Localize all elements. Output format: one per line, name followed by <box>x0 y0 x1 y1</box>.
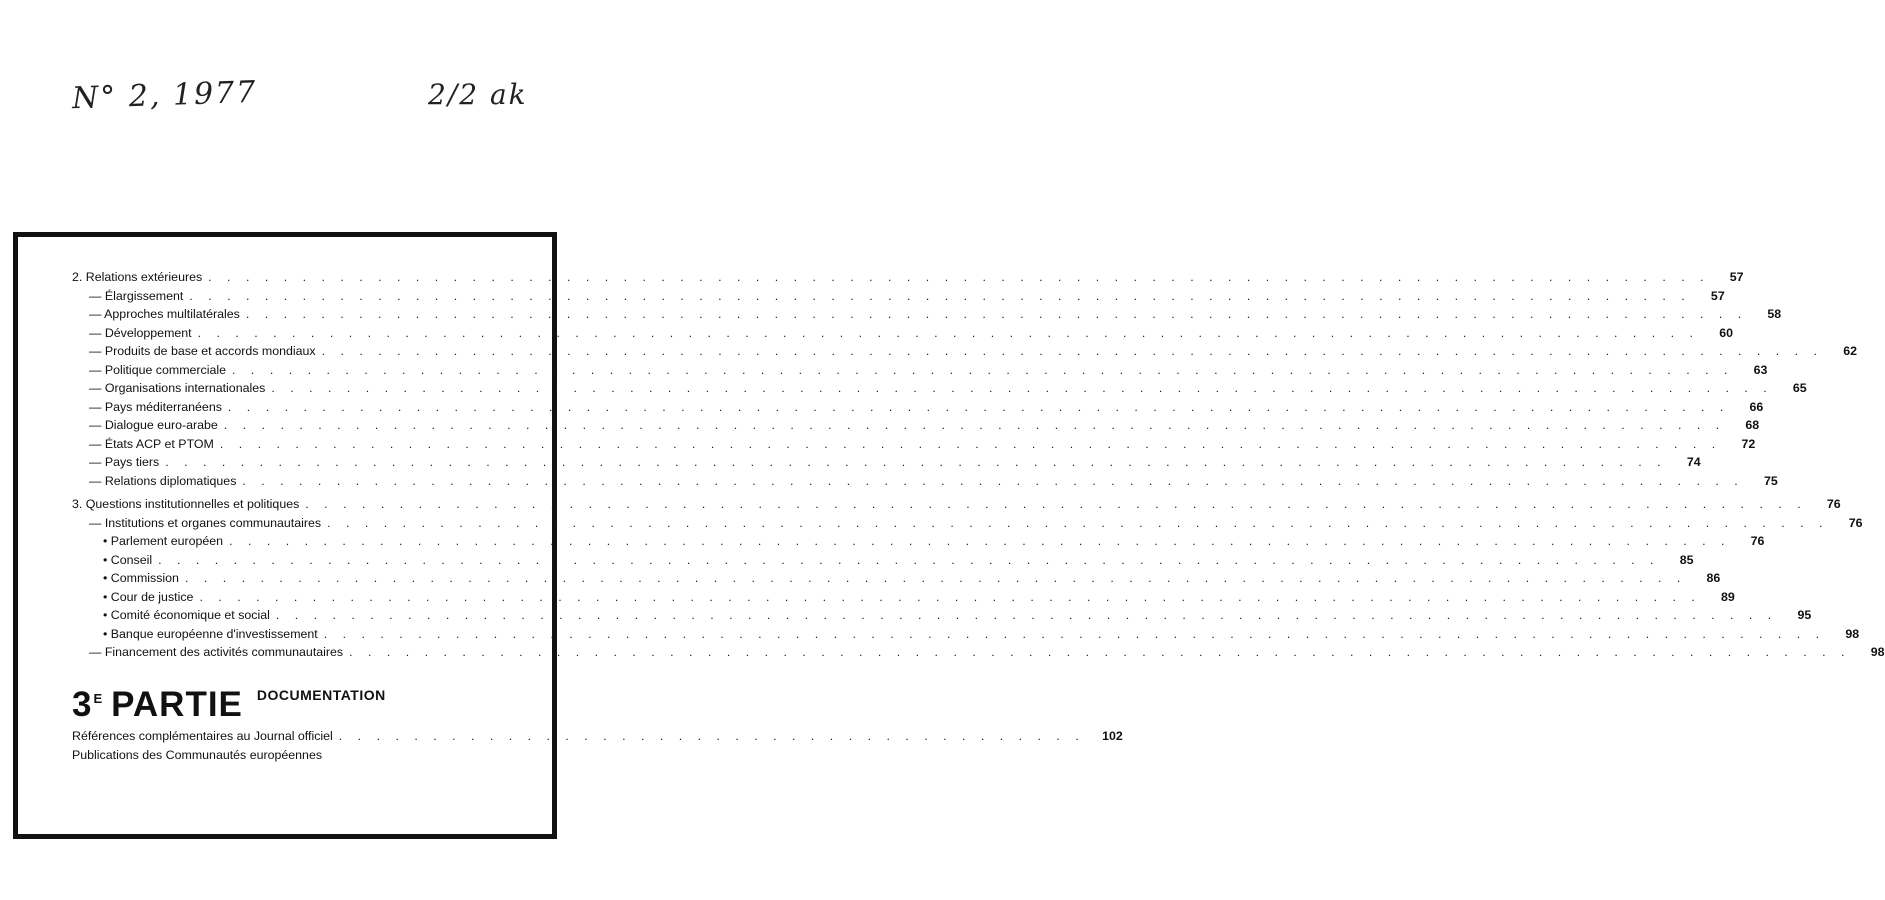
toc-entry-label: — Élargissement <box>89 288 184 303</box>
documentation-entry-page: 102 <box>1102 729 1123 743</box>
toc-entry-label: — Dialogue euro-arabe <box>89 418 218 432</box>
toc-entry <box>72 571 1721 590</box>
toc-entry-page: 58 <box>1767 307 1782 321</box>
toc-entry-label: — Pays tiers <box>89 455 160 469</box>
dot-leader: . . . . . . . . . . . . . . . . . . . . . . . . . . . . . . . . . . . . . . . . . . . . . . . . . . . . . . . . . . . . . . . . . . . . . . . . . . . . . . . . <box>197 325 1699 340</box>
dot-leader: . . . . . . . . . . . . . . . . . . . . . . . . . . . . . . . . . . . . . . . . . . . . . . . . . . . . . . . . . . . . . . . . . . . . . . . . . . . . . . . . <box>321 344 1823 358</box>
toc-entry-page: 75 <box>1763 473 1778 488</box>
toc-entry <box>72 608 1812 627</box>
dot-leader: . . . . . . . . . . . . . . . . . . . . . . . . . . . . . . . . . . . . . . . . . . . . . . . . . . . . . . . . . . . . . . . . . . . . . . . . . . . . . . . . <box>229 534 1731 548</box>
toc-entry-page: 74 <box>1686 455 1701 469</box>
dot-leader: . . . . . . . . . . . . . . . . . . . . . . . . . . . . . . . . . . . . . . . . . . . . . . . . . . . . . . . . . . . . . . . . . . . . . . . . . . . . . . . . <box>219 436 1722 451</box>
toc-entry-page: 89 <box>1721 589 1735 604</box>
part-superscript: E <box>93 691 104 706</box>
toc-entry <box>72 473 1778 493</box>
part-subtitle: DOCUMENTATION <box>256 687 386 703</box>
dot-leader: . . . . . . . . . . . . . . . . . . . . . . . . . . . . . . . . . . . . . . . . . . . . . . . . . . . . . . . . . . . . . . . . . . . . . . . . . . . . . . . . <box>199 589 1701 604</box>
table-of-contents <box>72 270 1885 664</box>
toc-entry-label: — Financement des activités communautaires <box>89 645 344 659</box>
toc-entry-label: • Banque européenne d'investissement <box>103 626 318 641</box>
toc-entry <box>72 381 1807 400</box>
toc-entry-page: 95 <box>1797 608 1812 622</box>
toc-entry-label: • Conseil <box>103 552 153 567</box>
toc-entry-label: 2. Relations extérieures <box>72 270 203 284</box>
toc-entry <box>72 552 1694 572</box>
dot-leader: . . . . . . . . . . . . . . . . . . . . . . . . . . . . . . . . . . . . . . . . . . . . . . . . . . . . . . . . . . . . . . . . . . . . . . . . . . . . . . . . <box>232 362 1734 377</box>
toc-entry-page: 57 <box>1710 288 1725 303</box>
toc-entry-label: — Pays méditerranéens <box>89 399 222 414</box>
dot-leader: . . . . . . . . . . . . . . . . . . . . . . . . . . . . . . . . . . . . . . . . . . . . . . . . . . . . . . . . . . . . . . . . . . . . . . . . . . . . . . . . <box>227 399 1730 414</box>
toc-entry <box>72 362 1768 382</box>
part-heading <box>72 685 386 725</box>
toc-entry <box>72 626 1860 646</box>
toc-entry-label: — États ACP et PTOM <box>89 436 214 451</box>
toc-entry-label: — Relations diplomatiques <box>89 473 237 488</box>
toc-entry-page: 72 <box>1741 436 1756 451</box>
documentation-entry <box>72 729 1123 748</box>
toc-entry-label: • Comité économique et social <box>103 608 270 622</box>
dot-leader: . . . . . . . . . . . . . . . . . . . . . . . . . . . . . . . . . . . . . . . . . . . . . . . . . . . . . . . . . . . . . . . . . . . . . . . . . . . . . . . . <box>305 497 1807 511</box>
dot-leader: . . . . . . . . . . . . . . . . . . . . . . . . . . . . . . . . . . . . . . . . . . . . . . . . . . . . . . . . . . . . . . . . . . . . . . . . . . . . . . . . <box>208 270 1710 284</box>
dot-leader: . . . . . . . . . . . . . . . . . . . . . . . . . . . . . . . . . . . . . . . . . . . . . . . . . . . . . . . . . . . . . . . . . . . . . . . . . . . . . . . . <box>245 307 1748 321</box>
dot-leader: . . . . . . . . . . . . . . . . . . . . . . . . . . . . . . . . . . . . . . . . . . . . . . . . . . . . . . . . . . . . . . . . . . . . . . . . . . . . . . . . <box>184 571 1687 585</box>
toc-entry-label: — Approches multilatérales <box>89 307 240 321</box>
dot-leader: . . . . . . . . . . . . . . . . . . . . . . . . . . . . . . . . . . . . . . . . . . . . . . . . . . . . . . . . . . . . . . . . . . . . . . . . . . . . . . . . <box>189 288 1691 303</box>
toc-entry <box>72 455 1701 474</box>
toc-entry-page: 60 <box>1719 325 1733 340</box>
toc-entry-label: 3. Questions institutionnelles et politiques <box>72 497 300 511</box>
handwritten-issue-number: N° 2, 1977 <box>71 74 258 117</box>
toc-entry-page: 66 <box>1749 399 1764 414</box>
toc-entry-page: 86 <box>1706 571 1721 585</box>
toc-entry <box>72 418 1760 437</box>
toc-entry-page: 65 <box>1792 381 1807 395</box>
toc-entry-page: 85 <box>1679 552 1694 567</box>
dot-leader: . . . . . . . . . . . . . . . . . . . . . . . . . . . . . . . . . . . . . . . . . . . . . . . . . . . . . . . . . . . . . . . . . . . . . . . . . . . . . . . . <box>349 645 1851 659</box>
toc-entry-label: • Cour de justice <box>103 589 194 604</box>
toc-entry <box>72 270 1744 289</box>
documentation-entry-label: Publications des Communautés européennes <box>72 748 323 762</box>
dot-leader: . . . . . . . . . . . . . . . . . . . . . . . . . . . . . . . . . . . . . . . . . . . . . . . . . . . . . . . . . . . . . . . . . . . . . . . . . . . . . . . . <box>242 473 1744 488</box>
toc-entry-label: — Produits de base et accords mondiaux <box>89 344 316 358</box>
toc-entry-page: 57 <box>1729 270 1744 284</box>
toc-entry-page: 68 <box>1745 418 1760 432</box>
toc-entry-page: 62 <box>1843 344 1857 358</box>
toc-entry-label: • Commission <box>103 571 179 585</box>
documentation-entry <box>72 748 489 767</box>
toc-entry <box>72 534 1765 553</box>
toc-entry <box>72 344 1857 363</box>
toc-entry <box>72 515 1863 535</box>
toc-entry-label: — Institutions et organes communautaires <box>89 515 322 530</box>
toc-entry <box>72 307 1782 326</box>
toc-entry <box>72 497 1841 516</box>
toc-entry-page: 76 <box>1750 534 1765 548</box>
toc-entry-page: 76 <box>1826 497 1841 511</box>
documentation-entry-label: Références complémentaires au Journal officiel <box>72 729 333 743</box>
toc-entry <box>72 589 1735 609</box>
part-number: $3^E$ <box>72 685 104 724</box>
toc-entry-page: 76 <box>1848 515 1863 530</box>
toc-entry <box>72 288 1725 308</box>
toc-entry <box>72 436 1756 456</box>
toc-entry <box>72 325 1733 345</box>
dot-leader: . . . . . . . . . . . . . . . . . . . . . . . . . . . . . . . . . . . . . . . . . . . . . . . . . . . . . . . . . . . . . . . . . . . . . . . . . . . . . . . . <box>271 381 1773 395</box>
dot-leader: . . . . . . . . . . . . . . . . . . . . . . . . . . . . . . . . . . . . . . . . <box>338 729 1085 743</box>
part-word: PARTIE <box>111 685 243 724</box>
contents-frame <box>13 232 1885 839</box>
toc-entry <box>72 399 1764 419</box>
toc-entry-label: — Organisations internationales <box>89 381 266 395</box>
toc-entry-page: 63 <box>1753 362 1768 377</box>
handwritten-annotation: 2/2 ak <box>428 78 528 111</box>
dot-leader: . . . . . . . . . . . . . . . . . . . . . . . . . . . . . . . . . . . . . . . . . . . . . . . . . . . . . . . . . . . . . . . . . . . . . . . . . . . . . . . . <box>323 626 1826 641</box>
toc-entry-page: 98 <box>1845 626 1860 641</box>
toc-entry-label: • Parlement européen <box>103 534 224 548</box>
dot-leader: . . . . . . . . . . . . . . . . . . . . . . . . . . . . . . . . . . . . . . . . . . . . . . . . . . . . . . . . . . . . . . . . . . . . . . . . . . . . . . . . <box>275 608 1778 622</box>
toc-entry-page: 98 <box>1870 645 1885 659</box>
toc-entry-label: — Développement <box>89 325 192 340</box>
toc-entry-label: — Politique commerciale <box>89 362 227 377</box>
dot-leader: . . . . . . . . . . . . . . . . . . . . . . . . . . . . . . . . . . . . . . . . . . . . . . . . . . . . . . . . . . . . . . . . . . . . . . . . . . . . . . . . <box>165 455 1667 469</box>
toc-entry <box>72 645 1885 664</box>
dot-leader: . . . . . . . . . . . . . . . . . . . . . . . . . . . . . . . . . . . . . . . . . . . . . . . . . . . . . . . . . . . . . . . . . . . . . . . . . . . . . . . . <box>158 552 1660 567</box>
documentation-list <box>72 729 1123 767</box>
dot-leader: . . . . . . . . . . . . . . . . . . . . . . . . . . . . . . . . . . . . . . . . . . . . . . . . . . . . . . . . . . . . . . . . . . . . . . . . . . . . . . . . <box>327 515 1829 530</box>
dot-leader: . . . . . . . . . . . . . . . . . . . . . . . . . . . . . . . . . . . . . . . . . . . . . . . . . . . . . . . . . . . . . . . . . . . . . . . . . . . . . . . . <box>223 418 1726 432</box>
